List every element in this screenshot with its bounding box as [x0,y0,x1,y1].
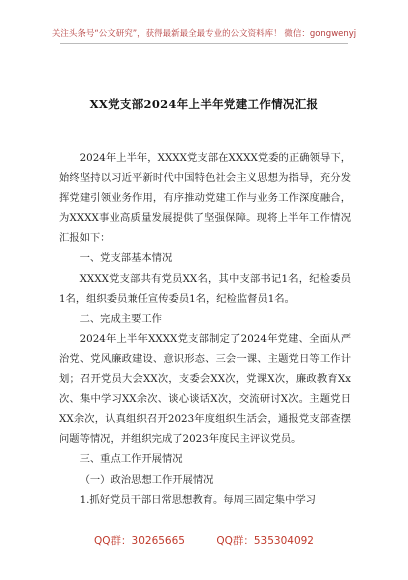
footer-contacts [0,533,408,548]
footer-qq-group-1: QQ群：30265665 [94,535,185,547]
document-body [59,148,351,510]
paragraph-main-work: 2024年上半年XXXX党支部制定了2024年党建、全面从严治党、党风廉政建设、意识形态、三会一课、主题党日等工作计划；召开党员大会XX次，支委会XX次，党课X次，廉政教育Xx次、集中学习XX余次、谈心谈话X次，交流研讨X次。主题党日XX余次，认真组织召开2023年度组织生活会，通报党支部查摆问题等情况，并组织完成了2023年度民主评议党员。 [59,332,351,446]
header-note: 关注头条号“公文研究”，获得最新最全最专业的公文资料库！ 微信：gongwenyj [51,29,357,39]
footer-qq-group-2: QQ群：535304092 [216,535,314,547]
paragraph-intro: 2024年上半年，XXXX党支部在XXXX党委的正确领导下，始终坚持以习近平新时代中国特色社会主义思想为指导，充分发挥党建引领业务作用，有序推动党建工作与业务工作深度融合，为XXXX事业高质量发展提供了坚强保障。现将上半年工作情况汇报如下： [59,152,351,245]
section-heading-basic-info: 一、党支部基本情况 [79,252,173,265]
section-heading-main-work: 二、完成主要工作 [79,312,162,325]
header-divider [60,43,348,44]
paragraph-basic-info: XXXX党支部共有党员XX名，其中支部书记1名，纪检委员1名，组织委员兼任宣传委员1名，纪检监督员1名。 [59,272,351,305]
paragraph-daily-education: 1.抓好党员干部日常思想教育。每周三固定集中学习 [79,493,316,506]
section-heading-key-work: 三、重点工作开展情况 [79,453,183,466]
document-title: XX党支部2024年上半年党建工作情况汇报 [89,97,319,111]
subsection-heading-political: （一）政治思想工作开展情况 [79,473,214,486]
